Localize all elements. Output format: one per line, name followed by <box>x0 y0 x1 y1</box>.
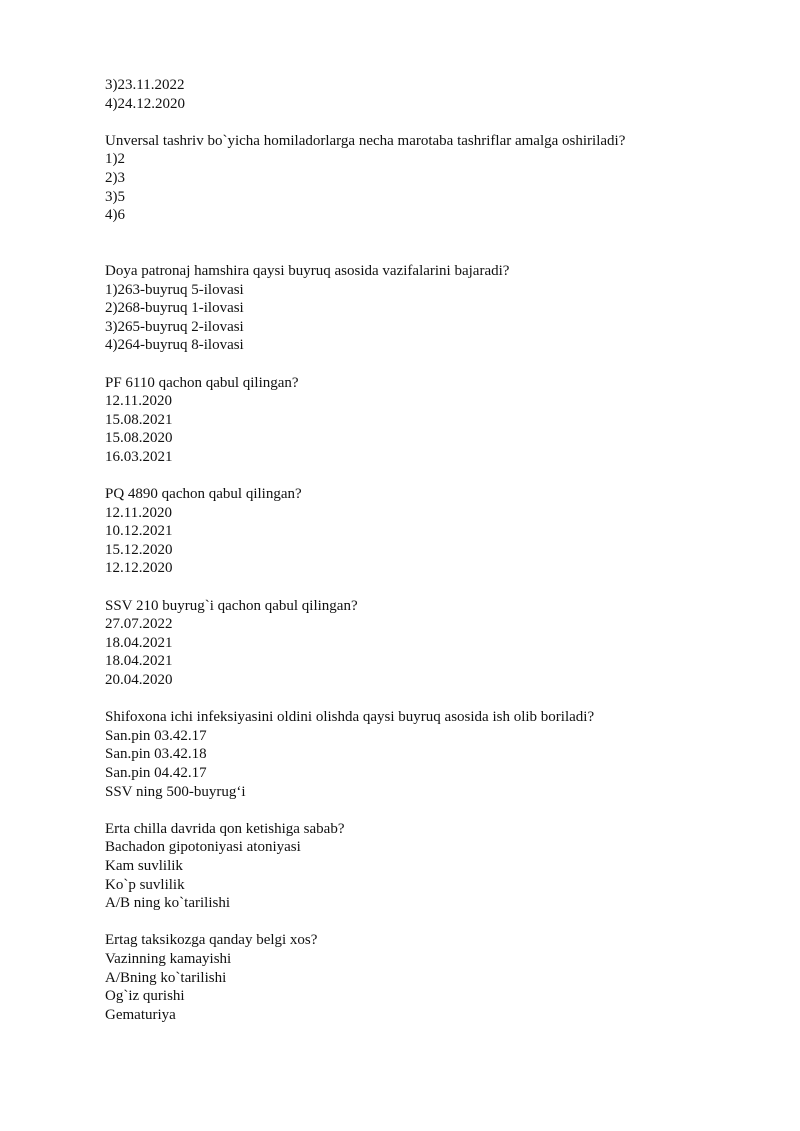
lead-block <box>105 76 745 113</box>
question-block <box>105 597 745 690</box>
option-line: Bachadon gipotoniyasi atoniyasi <box>105 839 301 856</box>
option-line: San.pin 04.42.17 <box>105 764 207 781</box>
option-line: 15.08.2020 <box>105 430 173 447</box>
option-line: 4)24.12.2020 <box>105 95 185 112</box>
option-line: San.pin 03.42.18 <box>105 746 207 763</box>
document-page <box>105 76 745 1024</box>
question-block <box>105 374 745 467</box>
question-block <box>105 262 745 355</box>
option-line: 18.04.2021 <box>105 653 173 670</box>
option-line: 2)268-buyruq 1-ilovasi <box>105 300 244 317</box>
option-line: 2)3 <box>105 169 125 186</box>
option-line: 3)265-buyruq 2-ilovasi <box>105 318 244 335</box>
option-line: Ko`p suvlilik <box>105 876 185 893</box>
option-line: 27.07.2022 <box>105 616 173 633</box>
question-text: Doya patronaj hamshira qaysi buyruq asosida vazifalarini bajaradi? <box>105 262 510 279</box>
option-line: 20.04.2020 <box>105 672 173 688</box>
option-line: 3)23.11.2022 <box>105 77 185 93</box>
option-line: 4)264-buyruq 8-ilovasi <box>105 337 244 354</box>
option-line: 18.04.2021 <box>105 634 173 651</box>
option-line: 1)263-buyruq 5-ilovasi <box>105 281 244 298</box>
option-line: A/B ning ko`tarilishi <box>105 895 230 912</box>
question-text: PF 6110 qachon qabul qilingan? <box>105 374 299 391</box>
option-line: Og`iz qurishi <box>105 988 185 1005</box>
option-line: Vazinning kamayishi <box>105 950 232 967</box>
option-line: SSV ning 500-buyrug‘i <box>105 783 246 800</box>
option-line: 10.12.2021 <box>105 523 173 540</box>
option-line: 4)6 <box>105 207 125 224</box>
question-block <box>105 708 745 801</box>
option-line: Kam suvlilik <box>105 857 183 874</box>
option-line: 16.03.2021 <box>105 448 173 465</box>
question-block <box>105 820 745 913</box>
question-text: Ertag taksikozga qanday belgi xos? <box>105 932 318 949</box>
option-line: 12.12.2020 <box>105 560 173 577</box>
option-line: 12.11.2020 <box>105 504 172 521</box>
option-line: A/Bning ko`tarilishi <box>105 969 227 986</box>
question-text: Erta chilla davrida qon ketishiga sabab? <box>105 820 345 837</box>
question-block <box>105 931 745 1024</box>
question-text: Unversal tashriv bo`yicha homiladorlarga necha marotaba tashriflar amalga oshiriladi? <box>105 132 626 149</box>
option-line: San.pin 03.42.17 <box>105 727 207 744</box>
question-text: Shifoxona ichi infeksiyasini oldini olishda qaysi buyruq asosida ish olib boriladi? <box>105 709 595 726</box>
question-block <box>105 485 745 578</box>
option-line: 3)5 <box>105 188 125 205</box>
question-text: PQ 4890 qachon qabul qilingan? <box>105 486 302 503</box>
question-block <box>105 132 745 225</box>
option-line: 15.08.2021 <box>105 411 173 428</box>
option-line: 15.12.2020 <box>105 541 173 558</box>
question-text: SSV 210 buyrug`i qachon qabul qilingan? <box>105 597 358 614</box>
option-line: 1)2 <box>105 151 125 168</box>
option-line: 12.11.2020 <box>105 393 172 410</box>
option-line: Gematuriya <box>105 1006 176 1023</box>
